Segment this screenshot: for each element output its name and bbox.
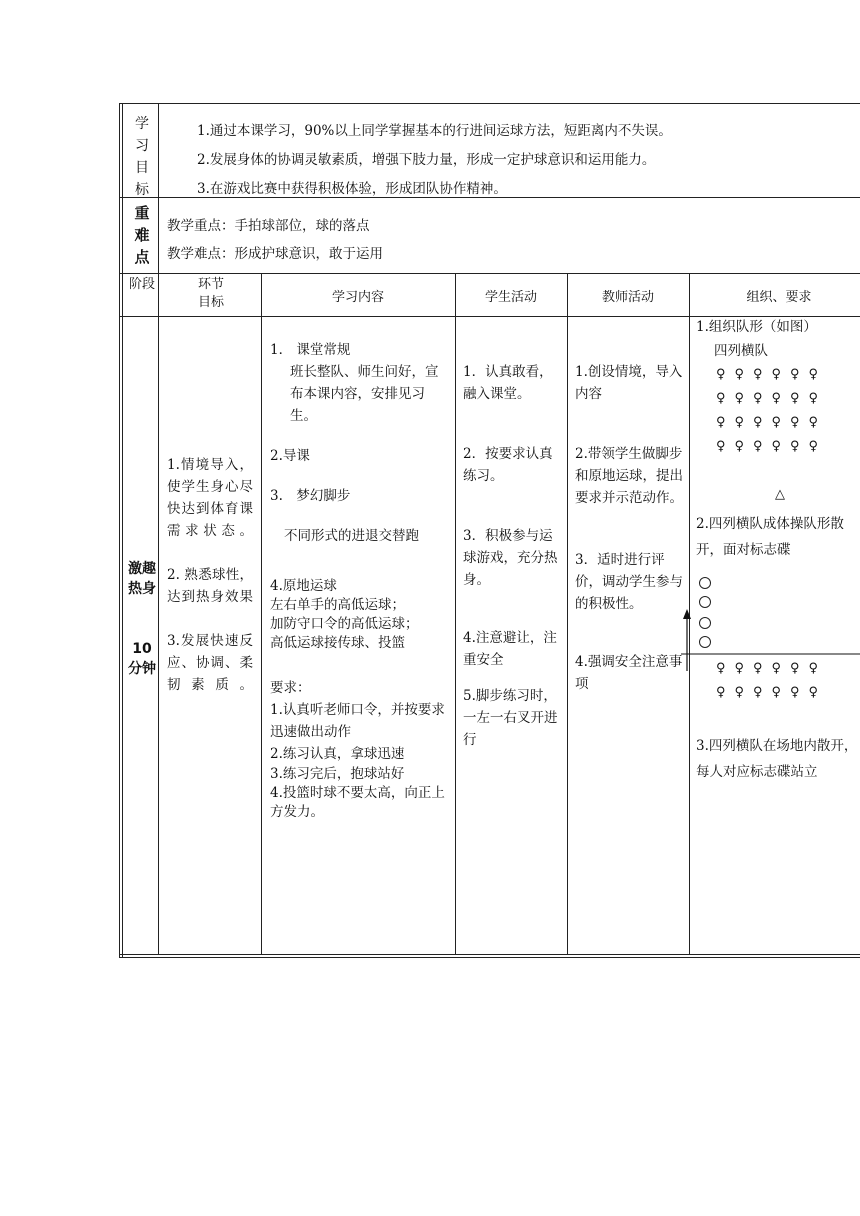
content-text: 班长整队、师生问好，宣布本课内容，安排见习生。 (290, 364, 439, 424)
goals-list (167, 454, 253, 696)
student-activity: 2．按要求认真练习。 (463, 446, 553, 484)
cone-marker-icon (699, 577, 711, 589)
table-left-border (122, 103, 123, 958)
student-activity: 5.脚步练习时，一左一右叉开进行 (463, 688, 558, 748)
formation-row: ♀♀♀♀♀♀ (716, 391, 828, 406)
table-bottom-border (119, 954, 860, 955)
formation-row: ♀♀♀♀♀♀ (716, 415, 828, 430)
content-list (270, 339, 450, 822)
teaching-focus: 教学重点：手拍球部位，球的落点 (167, 218, 370, 234)
objective-item: 1.通过本课学习，90%以上同学掌握基本的行进间运球方法，短距离内不失误。 (197, 123, 672, 139)
teacher-activity: 4.强调安全注意事项 (575, 654, 683, 692)
org-item: 1.组织队形（如图） (696, 319, 817, 335)
objective-item: 2.发展身体的协调灵敏素质，增强下肢力量，形成一定护球意识和运用能力。 (197, 152, 656, 168)
lesson-plan-table (119, 103, 860, 958)
content-item: 1． 课堂常规 (270, 342, 351, 358)
formation-row: ♀♀♀♀♀♀ (716, 685, 828, 700)
requirement-item: 4.投篮时球不要太高，向正上方发力。 (270, 785, 445, 820)
col-divider (158, 103, 159, 955)
objectives-label: 学习目标 (135, 116, 149, 198)
content-text: 加防守口令的高低运球； (270, 616, 419, 632)
objective-item: 3.在游戏比赛中获得积极体验，形成团队协作精神。 (197, 181, 507, 197)
header-teacher: 教师活动 (601, 290, 654, 305)
keypoints-label: 重难点 (134, 204, 150, 266)
stage-name: 激趣热身 (128, 561, 156, 597)
formation-row: ♀♀♀♀♀♀ (716, 661, 828, 676)
student-activity: 3．积极参与运球游戏，充分热身。 (463, 528, 558, 588)
table-left-border (119, 103, 120, 958)
org-item: 2.四列横队成体操队形散开，面对标志碟 (696, 516, 844, 558)
goal-item: 2. 熟悉球性，达到热身效果 (167, 567, 253, 605)
requirement-item: 3.练习完后，抱球站好 (270, 766, 405, 782)
col-divider (567, 273, 568, 955)
formation-row: ♀♀♀♀♀♀ (716, 367, 828, 382)
content-item: 4.原地运球 (270, 578, 337, 594)
teaching-difficulty: 教学难点：形成护球意识，敢于运用 (167, 246, 383, 262)
content-text: 左右单手的高低运球； (270, 597, 405, 613)
keypoints-content (167, 212, 383, 268)
student-activity: 4.注意避让，注重安全 (463, 630, 557, 668)
goal-item: 3.发展快速反应、协调、柔韧素质。 (167, 633, 253, 693)
col-divider (455, 273, 456, 955)
objectives-list (197, 117, 672, 204)
student-activity: 1．认真敢看，融入课堂。 (463, 364, 553, 402)
row-divider (119, 273, 860, 274)
table-bottom-border (119, 957, 860, 958)
goal-item: 1.情境导入，使学生身心尽快达到体育课需求状态。 (167, 457, 253, 539)
stage-duration-unit: 分钟 (128, 661, 156, 677)
teacher-activities (575, 361, 685, 695)
org-item: 3.四列横队在场地内散开，每人对应标志碟站立 (696, 738, 858, 780)
requirement-item: 1.认真听老师口令，并按要求迅速做出动作 (270, 702, 445, 740)
content-text: 高低运球接传球、投篮 (270, 635, 405, 651)
header-goal: 环节目标 (197, 277, 224, 310)
org-subitem: 四列横队 (714, 343, 768, 359)
content-item: 3. 梦幻脚步 (270, 488, 351, 504)
header-org: 组织、要求 (746, 290, 812, 305)
teacher-activity: 3．适时进行评价，调动学生参与的积极性。 (575, 552, 683, 612)
header-student: 学生活动 (484, 290, 537, 305)
header-content: 学习内容 (331, 290, 384, 305)
requirement-item: 2.练习认真，拿球迅速 (270, 746, 405, 762)
header-stage: 阶段 (128, 277, 155, 292)
stage-duration-number: 10 (132, 641, 152, 657)
teacher-activity: 2.带领学生做脚步和原地运球，提出要求并示范动作。 (575, 446, 683, 506)
table-top-border (119, 103, 860, 104)
col-divider (261, 273, 262, 955)
requirements-title: 要求： (270, 680, 311, 696)
content-item: 2.导课 (270, 448, 310, 464)
teacher-activity: 1.创设情境，导入内容 (575, 364, 683, 402)
formation-row: ♀♀♀♀♀♀ (716, 439, 828, 454)
content-text: 不同形式的进退交替跑 (284, 528, 419, 544)
teacher-position-icon: △ (775, 487, 785, 502)
student-activities (463, 361, 563, 751)
